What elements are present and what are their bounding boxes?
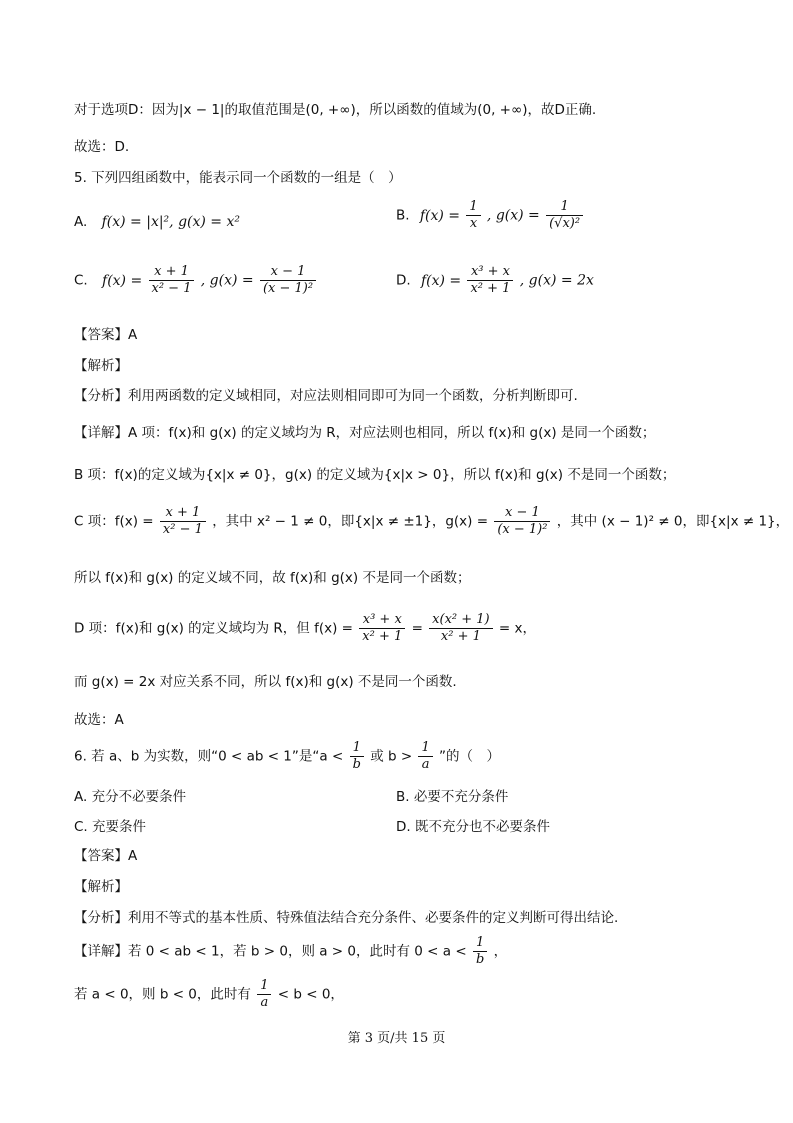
question-6: 6. 若 a、b 为实数，则“0 < ab < 1”是“a < $\frac{1}{b}$ 或 b > $\frac{1}{a}$ ”的（ ） xyxy=(74,740,501,772)
formula-part: , g(x) = 2x xyxy=(519,272,594,289)
option-label: A. xyxy=(74,214,88,230)
fraction: $\frac{1}{a}$ xyxy=(418,740,432,773)
text-line: 【分析】利用不等式的基本性质、特殊值法结合充分条件、必要条件的定义判断可得出结论. xyxy=(74,910,619,926)
fraction: $\frac{x + 1}{\text{x² − 1}}$ xyxy=(149,264,195,297)
fraction: $\frac{x - 1}{\text{(x − 1)²}}$ xyxy=(260,264,316,297)
fraction: $\frac{1}{b}$ xyxy=(350,740,364,773)
text-line: 所以 f(x)和 g(x) 的定义域不同，故 f(x)和 g(x) 不是同一个函数； xyxy=(74,570,471,586)
text-line: 而 g(x) = 2x 对应关系不同，所以 f(x)和 g(x) 不是同一个函数. xyxy=(74,674,457,690)
fraction: $\frac{\text{x³ + x}}{\text{x² + 1}}$ xyxy=(359,612,405,645)
option-c: C. 充要条件 xyxy=(74,819,147,835)
question-5: 5. 下列四组函数中，能表示同一个函数的一组是（ ） xyxy=(74,170,402,186)
text-line: B 项：f(x)的定义域为{x|x ≠ 0}，g(x) 的定义域为{x|x > 0}，所以 f(x)和 g(x) 不是同一个函数； xyxy=(74,467,676,483)
text-line: 故选：D. xyxy=(74,139,130,155)
option-label: B. xyxy=(396,207,410,224)
fraction: $\frac{\text{x³ + x}}{\text{x² + 1}}$ xyxy=(467,264,513,297)
option-c xyxy=(74,264,318,297)
option-formula: f(x) = |x|², g(x) = x² xyxy=(101,214,240,230)
answer-label: 【答案】A xyxy=(74,327,138,343)
text-line: 故选：A xyxy=(74,712,124,728)
fraction: $\frac{1}{x}$ xyxy=(466,199,480,232)
text-line: C 项：f(x) = $\frac{x + 1}{\text{x² − 1}}$ ，其中 x² − 1 ≠ 0，即{x|x ≠ ±1}，g(x) = $\frac{x - 1}{\text{(x − 1)²}}$ ，其中 (x − 1)² ≠ 0，即{x|x ≠ 1}， xyxy=(74,505,790,537)
fraction: $\frac{1}{a}$ xyxy=(257,978,271,1011)
option-label: C. xyxy=(74,272,88,289)
formula-part: , g(x) = xyxy=(486,207,540,224)
text-line: D 项：f(x)和 g(x) 的定义域均为 R，但 f(x) = $\frac{\text{x³ + x}}{\text{x² + 1}}$ = $\frac{\text{x(x² + 1)}}{\text{x² + 1}}$ = x， xyxy=(74,612,537,644)
option-a xyxy=(74,214,240,230)
fraction: $\frac{1}{\text{(√x)²}}$ xyxy=(546,199,583,232)
answer-label: 【答案】A xyxy=(74,848,138,864)
text-line: 对于选项D：因为|x − 1|的取值范围是(0, +∞)，所以函数的值域为(0, +∞)，故D正确. xyxy=(74,102,597,118)
formula-part: f(x) = xyxy=(102,272,143,289)
fraction: $\frac{x - 1}{\text{(x − 1)²}}$ xyxy=(494,505,550,538)
formula-part: , g(x) = xyxy=(200,272,254,289)
option-label: D. xyxy=(396,272,411,289)
option-b: B. 必要不充分条件 xyxy=(396,789,509,805)
fraction: $\frac{1}{b}$ xyxy=(473,935,487,968)
fraction: $\frac{x + 1}{\text{x² − 1}}$ xyxy=(160,505,206,538)
page-footer: 第 3 页/共 15 页 xyxy=(347,1031,446,1046)
formula-part: f(x) = xyxy=(419,207,461,224)
option-d: D. 既不充分也不必要条件 xyxy=(396,819,550,835)
analysis-label: 【解析】 xyxy=(74,879,128,895)
option-d xyxy=(396,264,594,297)
text-line: 若 a < 0，则 b < 0，此时有 $\frac{1}{a}$ < b < 0， xyxy=(74,978,344,1010)
option-a: A. 充分不必要条件 xyxy=(74,789,187,805)
text-line: 【详解】A 项：f(x)和 g(x) 的定义域均为 R，对应法则也相同，所以 f(x)和 g(x) 是同一个函数； xyxy=(74,425,656,441)
analysis-label: 【解析】 xyxy=(74,358,128,374)
text-line: 【详解】若 0 < ab < 1，若 b > 0，则 a > 0，此时有 0 < a < $\frac{1}{b}$ ， xyxy=(74,935,508,967)
option-b xyxy=(396,199,585,232)
fraction: $\frac{\text{x(x² + 1)}}{\text{x² + 1}}$ xyxy=(429,612,492,645)
formula-part: f(x) = xyxy=(420,272,462,289)
text-line: 【分析】利用两函数的定义域相同，对应法则相同即可为同一个函数，分析判断即可. xyxy=(74,388,578,404)
